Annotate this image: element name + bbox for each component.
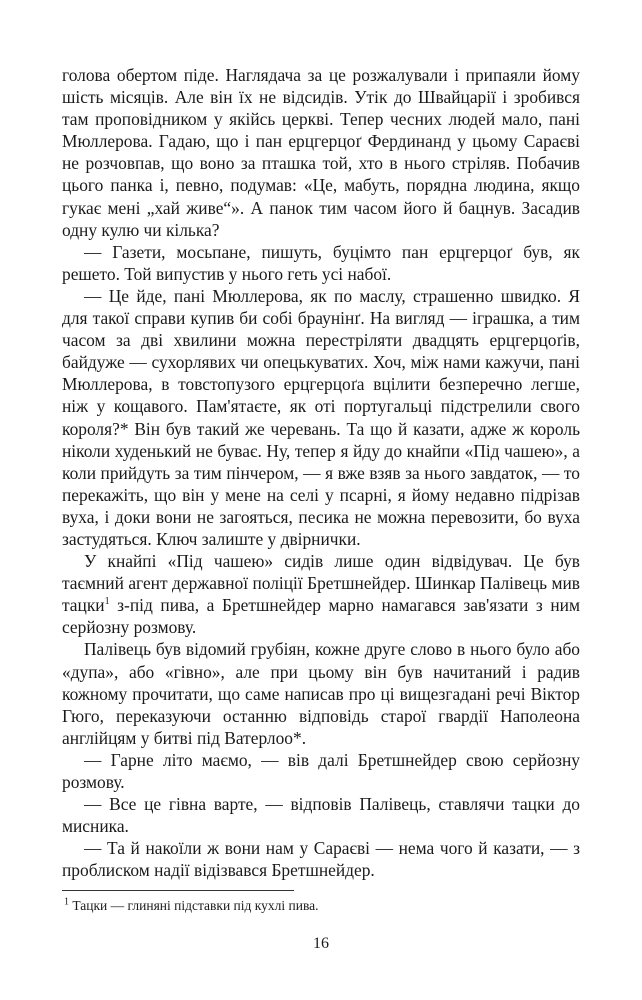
- paragraph: — Газети, мосьпане, пишуть, буцімто пан ерцгерцоґ був, як решето. Той випустив у нього геть усі набої.: [62, 241, 580, 284]
- paragraph-text: У кнайпі «Під чашею» сидів лише один відвідувач. Це був таємний агент державної поліції Бретшнейдер. Шинкар Палівець мив тацки: [62, 551, 580, 616]
- paragraph: — Та й накоїли ж вони нам у Сараєві — нема чого й казати, — з проблиском надії відізвався Бретшнейдер.: [62, 838, 580, 881]
- footnote: [62, 897, 580, 915]
- paragraph-text: з-під пива, а Бретшнейдер марно намагався зав'язати з ним серйозну розмову.: [62, 595, 580, 638]
- paragraph: — Це йде, пані Мюллерова, як по маслу, страшенно швидко. Я для такої справи купив би собі браунінґ. На вигляд — іграшка, а тим часом за дві хвилини можна перестріляти двадцять ерцгерцоґів, байдуже — сухорлявих чи опецькуватих. Хоч, між нами кажучи, пані Мюллерова, в товстопузого ерцгерцоґа вцілити безперечно легше, ніж у кощавого. Пам'ятаєте, як оті португальці підстрелили свого короля?* Він був такий же черевань. Та що й казати, адже ж король ніколи худенький не буває. Ну, тепер я йду до кнайпи «Під чашею», а коли прийдуть за тим пінчером, — я вже взяв за нього завдаток, — то перекажіть, що він у мене на селі у псарні, я йому недавно підрізав вуха, і доки вони не загояться, песика не можна перевозити, бо вуха застудяться. Ключ залиште у двірнички.: [62, 285, 580, 549]
- footnote-marker: 1: [64, 896, 69, 908]
- paragraph: — Гарне літо маємо, — вів далі Бретшнейдер свою серйозну розмову.: [62, 749, 580, 792]
- footnote-reference: 1: [104, 596, 110, 608]
- main-text: [62, 64, 580, 881]
- footnote-divider: [62, 890, 294, 891]
- paragraph: голова обертом піде. Наглядача за це розжалували і припаяли йому шість місяців. Але він їх не відсидів. Утік до Швайцарії і зробився там проповідником у якійсь церкві. Тепер чесних людей мало, пані Мюллерова. Гадаю, що і пан ерцгерцоґ Фердинанд у цьому Сараєві не розчовпав, що воно за пташка той, хто в нього стріляв. Побачив цього панка і, певно, подумав: «Це, мабуть, порядна людина, якщо гукає мені „хай живе“». А панок тим часом його й бацнув. Засадив одну кулю чи кілька?: [62, 65, 580, 240]
- page-content: [62, 64, 580, 915]
- paragraph: Палівець був відомий грубіян, кожне друге слово в нього було або «дупа», або «гівно», але при цьому він був начитаний і радив кожному прочитати, що саме написав про ці вищезгадані речі Віктор Гюго, переказуючи останню відповідь старої гвардії Наполеона англійцям у битві під Ватерлоо*.: [62, 639, 580, 748]
- footnote-text: Тацки — глиняні підставки під кухлі пива.: [69, 898, 319, 914]
- paragraph: [62, 550, 580, 638]
- page-number: 16: [313, 935, 329, 952]
- paragraph: — Все це гівна варте, — відповів Палівець, ставлячи тацки до мисника.: [62, 794, 580, 837]
